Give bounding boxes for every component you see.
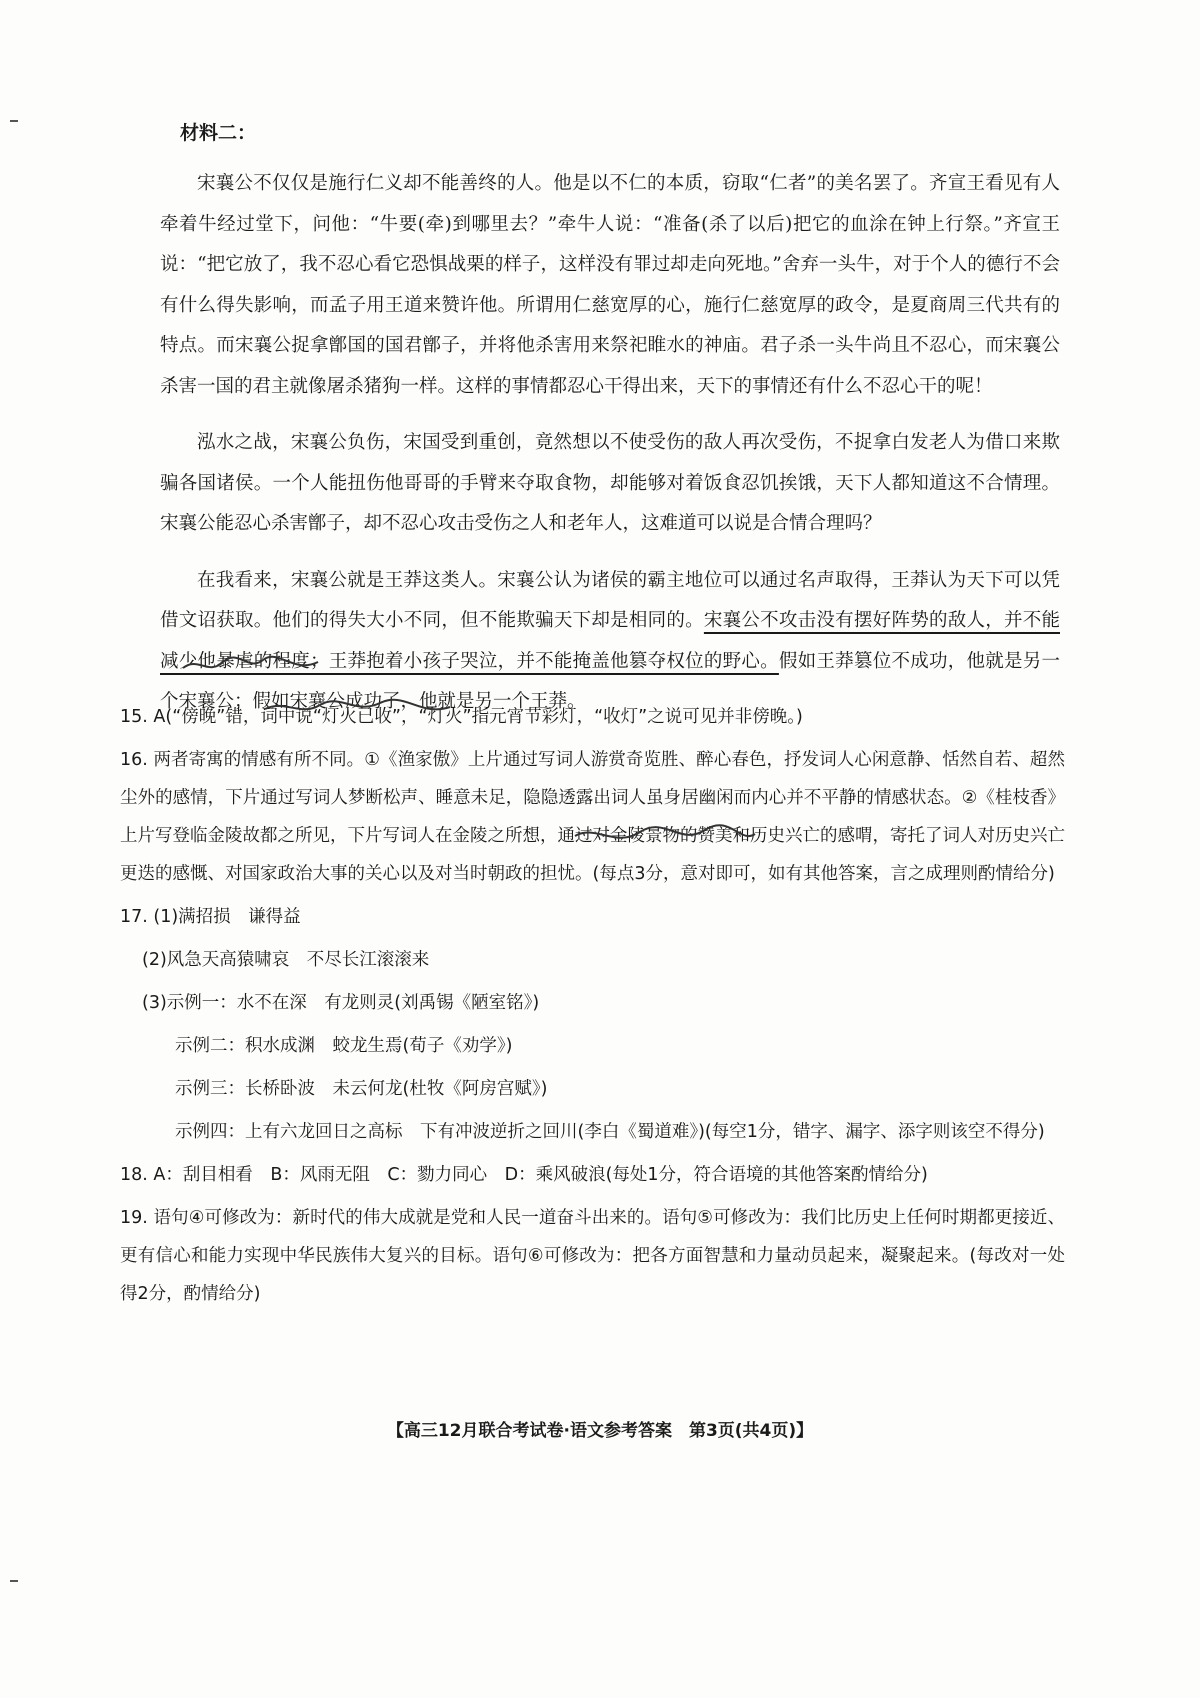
answer-19: 19. 语句④可修改为：新时代的伟大成就是党和人民一道奋斗出来的。语句⑤可修改为：我们比历史上任何时期都更接近、更有信心和能力实现中华民族伟大复兴的目标。语句⑥可修改为：把各方面智慧和力量动员起来，凝聚起来。(每改对一处得2分，酌情给分) <box>120 1208 1065 1304</box>
edge-mark <box>10 120 18 122</box>
section-title: 材料二： <box>180 122 257 144</box>
answer-15: 15. A(“傍晚”错，词中说“灯火已收”，“灯火”指元宵节彩灯，“收灯”之说可见并非傍晚。) <box>120 707 803 727</box>
page-footer: 【高三12月联合考试卷·语文参考答案 第3页(共4页)】 <box>386 1421 814 1441</box>
answer-17-example-2: 示例二：积水成渊 蛟龙生焉(荀子《劝学》) <box>175 1036 513 1056</box>
answer-18: 18. A：刮目相看 B：风雨无阻 C：勠力同心 D：乘风破浪(每处1分，符合语境的其他答案酌情给分) <box>120 1165 928 1185</box>
paragraph-1: 宋襄公不仅仅是施行仁义却不能善终的人。他是以不仁的本质，窃取“仁者”的美名罢了。齐宣王看见有人牵着牛经过堂下，问他：“牛要(牵)到哪里去？”牵牛人说：“准备(杀了以后)把它的血涂在钟上行祭。”齐宣王说：“把它放了，我不忍心看它恐惧战栗的样子，这样没有罪过却走向死地。”舍弃一头牛，对于个人的德行不会有什么得失影响，而孟子用王道来赞许他。所谓用仁慈宽厚的心，施行仁慈宽厚的政令，是夏商周三代共有的特点。而宋襄公捉拿鄫国的国君鄫子，并将他杀害用来祭祀睢水的神庙。君子杀一头牛尚且不忍心，而宋襄公杀害一国的君主就像屠杀猪狗一样。这样的事情都忍心干得出来，天下的事情还有什么不忍心干的呢！ <box>160 173 1060 397</box>
answer-16: 16. 两者寄寓的情感有所不同。①《渔家傲》上片通过写词人游赏奇览胜、醉心春色，抒发词人心闲意静、恬然自若、超然尘外的感情，下片通过写词人梦断松声、睡意未足，隐隐透露出词人虽身居幽闲而内心并不平静的情感状态。②《桂枝香》上片写登临金陵故都之所见，下片写词人在金陵之所想，通过对金陵景物的赞美和历史兴亡的感喟，寄托了词人对历史兴亡更迭的感慨、对国家政治大事的关心以及对当时朝政的担忧。(每点3分，意对即可，如有其他答案，言之成理则酌情给分) <box>120 750 1065 884</box>
answer-17-part-3: (3)示例一：水不在深 有龙则灵(刘禹锡《陋室铭》) <box>142 993 540 1013</box>
answer-17-part-2: (2)风急天高猿啸哀 不尽长江滚滚来 <box>142 950 430 970</box>
material-two-section <box>160 118 1060 739</box>
handwritten-scribble <box>260 695 460 721</box>
paragraph-2: 泓水之战，宋襄公负伤，宋国受到重创，竟然想以不使受伤的敌人再次受伤，不捉拿白发老人为借口来欺骗各国诸侯。一个人能扭伤他哥哥的手臂来夺取食物，却能够对着饭食忍饥挨饿，天下人都知道这不合情理。宋襄公能忍心杀害鄫子，却不忍心攻击受伤之人和老年人，这难道可以说是合情合理吗？ <box>160 432 1060 534</box>
paragraph-3-part-a: 在我看来，宋襄公就是王莽这类人。宋襄公认为诸侯的霸主地位可以通过名声取得，王莽认为天下可以凭借文诏获取。他们的得失大小不同，但不能欺骗天下却是相同的。 <box>160 569 1060 631</box>
answer-17-part-1: 17. (1)满招损 谦得益 <box>120 907 301 927</box>
answer-17-example-3: 示例三：长桥卧波 未云何龙(杜牧《阿房宫赋》) <box>175 1079 548 1099</box>
handwritten-scribble <box>570 822 760 850</box>
answers-section <box>120 698 1065 1318</box>
underlined-sentence: 宋襄公不攻击没有摆好阵势的敌人，并不能减少他暴虐的程度；王莽抱着小孩子哭泣，并不能掩盖他篡夺权位的野心。 <box>160 610 1060 672</box>
paragraph-3-part-b: 假如王莽篡位不成功，他就是另一个宋襄公；假如宋襄公成功了，他就是另一个王莽。 <box>160 650 1060 712</box>
answer-17-example-4: 示例四：上有六龙回日之高标 下有冲波逆折之回川(李白《蜀道难》)(每空1分，错字、漏字、添字则该空不得分) <box>175 1122 1045 1142</box>
handwritten-scribble <box>178 650 328 680</box>
edge-mark <box>10 1580 18 1582</box>
